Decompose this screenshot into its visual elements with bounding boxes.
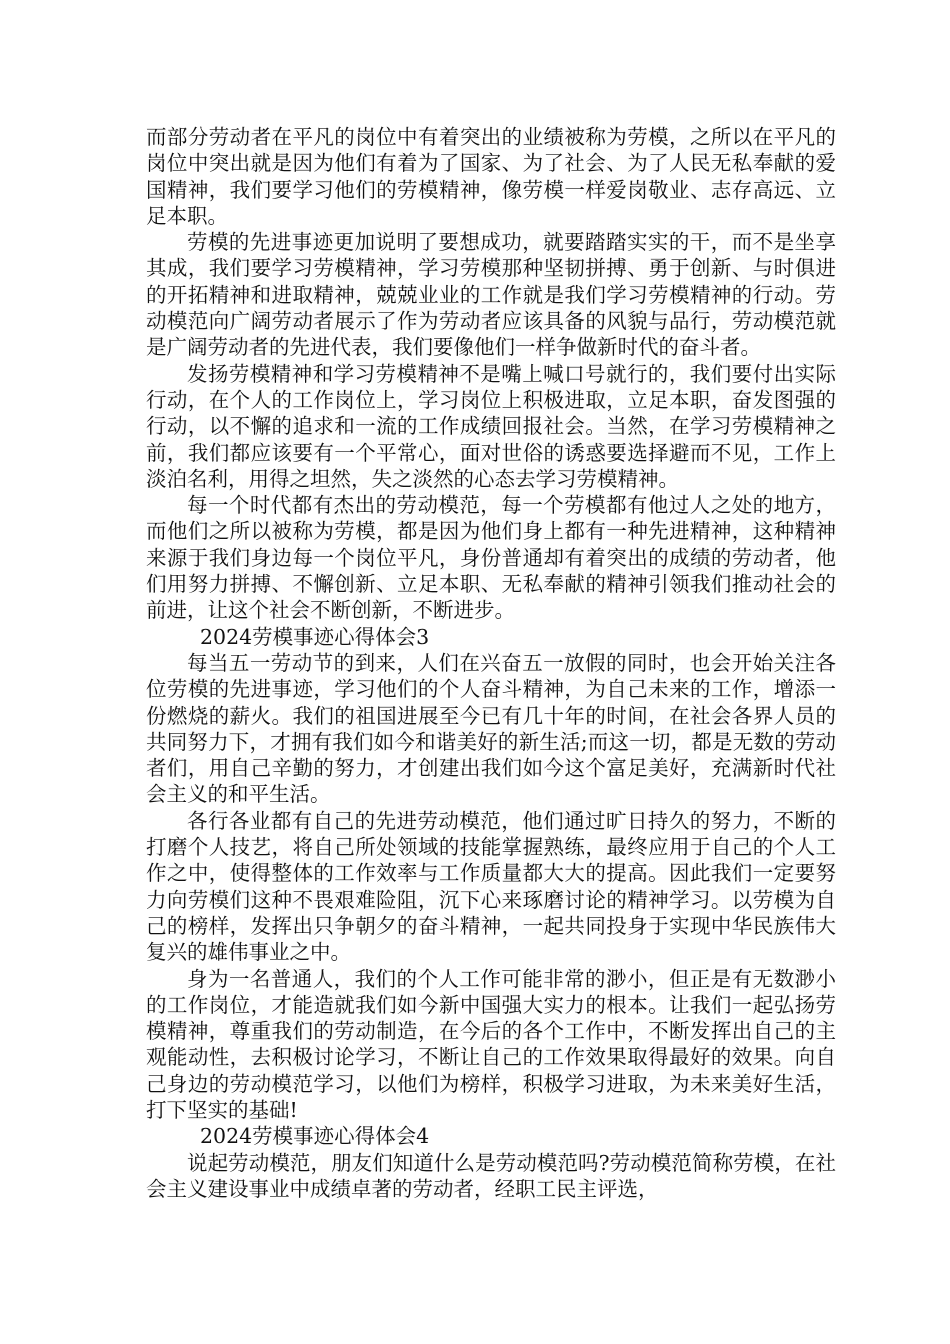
- paragraph-1: 而部分劳动者在平凡的岗位中有着突出的业绩被称为劳模，之所以在平凡的岗位中突出就是因为他们有着为了国家、为了社会、为了人民无私奉献的爱国精神，我们要学习他们的劳模精神，像劳模一样爱岗敬业、志存高远、立足本职。: [146, 125, 836, 228]
- document-page: [146, 124, 836, 1202]
- paragraph-8: 说起劳动模范，朋友们知道什么是劳动模范吗?劳动模范简称劳模，在社会主义建设事业中成绩卓著的劳动者，经职工民主评选，: [146, 1150, 836, 1201]
- paragraph-6: 各行各业都有自己的先进劳动模范，他们通过旷日持久的努力，不断的打磨个人技艺，将自己所处领域的技能掌握熟练，最终应用于自己的个人工作之中，使得整体的工作效率与工作质量都大大的提高。因此我们一定要努力向劳模们这种不畏艰难险阻，沉下心来琢磨讨论的精神学习。以劳模为自己的榜样，发挥出只争朝夕的奋斗精神，一起共同投身于实现中华民族伟大复兴的雄伟事业之中。: [146, 808, 836, 965]
- paragraph-3: 发扬劳模精神和学习劳模精神不是嘴上喊口号就行的，我们要付出实际行动，在个人的工作岗位上，学习岗位上积极进取，立足本职，奋发图强的行动，以不懈的追求和一流的工作成绩回报社会。当然，在学习劳模精神之前，我们都应该要有一个平常心，面对世俗的诱惑要选择避而不见，工作上淡泊名利，用得之坦然，失之淡然的心态去学习劳模精神。: [146, 361, 836, 491]
- paragraph-7: 身为一名普通人，我们的个人工作可能非常的渺小，但正是有无数渺小的工作岗位，才能造就我们如今新中国强大实力的根本。让我们一起弘扬劳模精神，尊重我们的劳动制造，在今后的各个工作中，不断发挥出自己的主观能动性，去积极讨论学习，不断让自己的工作效果取得最好的效果。向自己身边的劳动模范学习，以他们为榜样，积极学习进取，为未来美好生活，打下坚实的基础!: [146, 966, 836, 1122]
- paragraph-5: 每当五一劳动节的到来，人们在兴奋五一放假的同时，也会开始关注各位劳模的先进事迹，学习他们的个人奋斗精神，为自己未来的工作，增添一份燃烧的薪火。我们的祖国进展至今已有几十年的时间，在社会各界人员的共同努力下，才拥有我们如今和谐美好的新生活;而这一切，都是无数的劳动者们，用自己辛勤的努力，才创建出我们如今这个富足美好，充满新时代社会主义的和平生活。: [146, 650, 836, 807]
- section-heading-3: 2024劳模事迹心得体会3: [200, 624, 430, 649]
- paragraph-2: 劳模的先进事迹更加说明了要想成功，就要踏踏实实的干，而不是坐享其成，我们要学习劳模精神，学习劳模那种坚韧拼搏、勇于创新、与时俱进的开拓精神和进取精神，兢兢业业的工作就是我们学习劳模精神的行动。劳动模范向广阔劳动者展示了作为劳动者应该具备的风貌与品行，劳动模范就是广阔劳动者的先进代表，我们要像他们一样争做新时代的奋斗者。: [146, 230, 836, 360]
- paragraph-4: 每一个时代都有杰出的劳动模范，每一个劳模都有他过人之处的地方，而他们之所以被称为劳模，都是因为他们身上都有一种先进精神，这种精神来源于我们身边每一个岗位平凡，身份普通却有着突出的成绩的劳动者，他们用努力拼搏、不懈创新、立足本职、无私奉献的精神引领我们推动社会的前进，让这个社会不断创新，不断进步。: [146, 493, 836, 623]
- section-heading-4: 2024劳模事迹心得体会4: [200, 1124, 430, 1149]
